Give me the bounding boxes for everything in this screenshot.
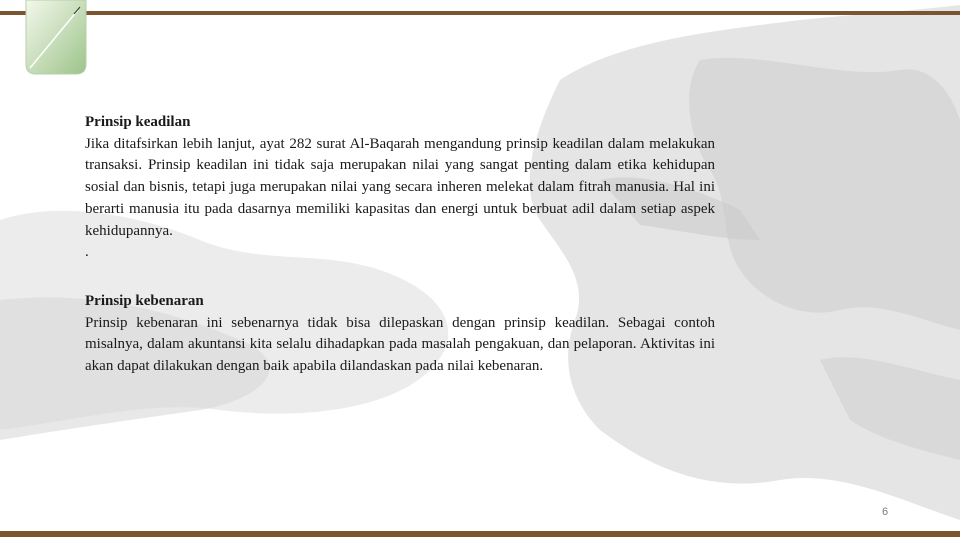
heading-kebenaran: Prinsip kebenaran [85,292,204,309]
bottom-rule [0,531,960,537]
trailing-dot: . [85,244,89,261]
paragraph-keadilan: Jika ditafsirkan lebih lanjut, ayat 282 surat Al-Baqarah mengandung prinsip keadilan dalam melakukan transaksi. Prinsip keadilan ini tidak saja merupakan nilai yang sangat penting dalam etika kehidupan sosial dan bisnis, tetapi juga merupakan nilai yang secara inheren melekat dalam fitrah manusia. Hal ini berarti manusia itu pada dasarnya memiliki kapasitas dan energi untuk berbuat adil dalam setiap aspek kehidupannya. [85,135,715,239]
text-content [85,112,715,378]
section-keadilan [85,112,715,264]
section-kebenaran [85,291,715,378]
paragraph-kebenaran: Prinsip kebenaran ini sebenarnya tidak bisa dilepaskan dengan prinsip keadilan. Sebagai contoh misalnya, dalam akuntansi kita selalu dihadapkan pada masalah pengakuan, dan pelaporan. Aktivitas ini akan dapat dilakukan dengan baik apabila dilandaskan pada nilai kebenaran. [85,314,715,375]
heading-keadilan: Prinsip keadilan [85,114,191,130]
logo-tab-icon [24,0,88,76]
top-rule [0,11,960,15]
page-number: 6 [881,506,889,518]
